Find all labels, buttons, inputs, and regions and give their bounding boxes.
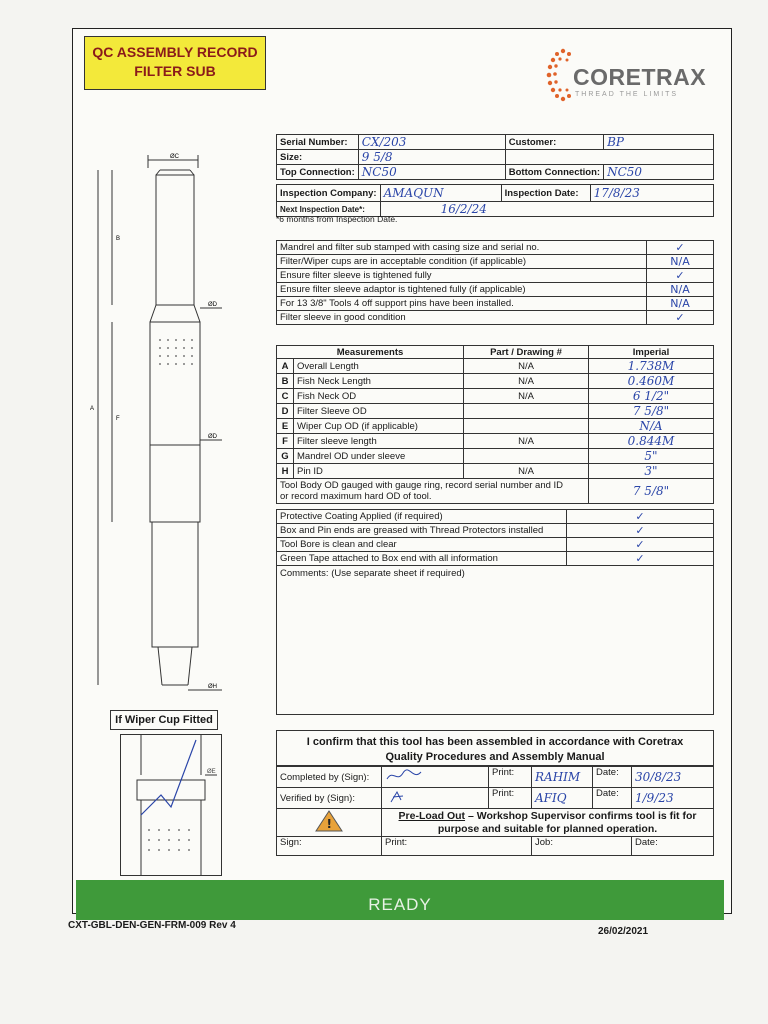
row-key: B (277, 374, 294, 389)
serial-label: Serial Number: (277, 135, 359, 150)
top-connection-label: Top Connection: (277, 165, 359, 180)
print-label: Print: (489, 767, 532, 788)
checklist-row (277, 524, 714, 538)
checklist-row (277, 552, 714, 566)
confirmation-heading-line2: Quality Procedures and Assembly Manual (385, 751, 605, 763)
row-key: A (277, 359, 294, 374)
checklist-label: Box and Pin ends are greased with Thread Protectors installed (277, 524, 567, 538)
row-label: Mandrel OD under sleeve (294, 449, 464, 464)
top-connection-value[interactable]: NC50 (358, 165, 505, 180)
next-inspection-value[interactable]: 16/2/24 (380, 202, 713, 217)
preload-text-2: purpose and suitable for planned operation. (437, 822, 658, 835)
signature-icon (385, 790, 425, 804)
checkmark-icon[interactable]: ✓ (647, 311, 714, 325)
measurements-table (276, 345, 714, 504)
row-value[interactable]: 0.844M (589, 434, 714, 449)
gauge-value[interactable]: 7 5/8" (589, 479, 714, 504)
verified-date[interactable]: 1/9/23 (632, 788, 714, 809)
form-title-line1: QC ASSEMBLY RECORD (92, 44, 258, 60)
print-label-2: Print: (382, 837, 532, 856)
verified-by-label: Verified by (Sign): (277, 788, 382, 809)
inspection-date-value[interactable]: 17/8/23 (590, 185, 713, 202)
row-part: N/A (464, 389, 589, 404)
wiper-cup-sketch (121, 735, 221, 875)
row-key: C (277, 389, 294, 404)
next-inspection-label: Next Inspection Date*: (277, 202, 381, 217)
verified-sign[interactable] (382, 788, 489, 809)
row-value[interactable]: 1.738M (589, 359, 714, 374)
checklist-label: Filter sleeve in good condition (277, 311, 647, 325)
checklist-label: Mandrel and filter sub stamped with casing size and serial no. (277, 241, 647, 255)
row-part (464, 404, 589, 419)
svg-text:!: ! (326, 817, 332, 831)
completed-date[interactable]: 30/8/23 (632, 767, 714, 788)
checklist-row (277, 283, 714, 297)
table-row (277, 404, 714, 419)
header-fields-table (276, 134, 714, 180)
row-part (464, 449, 589, 464)
checklist-label: Tool Bore is clean and clear (277, 538, 567, 552)
row-part: N/A (464, 464, 589, 479)
row-part (464, 419, 589, 434)
size-label: Size: (277, 150, 359, 165)
row-label: Wiper Cup OD (if applicable) (294, 419, 464, 434)
row-key: F (277, 434, 294, 449)
revision-date: 26/02/2021 (598, 926, 649, 937)
row-key: E (277, 419, 294, 434)
checkmark-icon[interactable]: ✓ (567, 552, 714, 566)
coretrax-logo-icon (545, 45, 575, 105)
comments-label: Comments: (Use separate sheet if required) (280, 568, 465, 579)
row-label: Pin ID (294, 464, 464, 479)
row-value[interactable]: N/A (589, 419, 714, 434)
table-row (277, 419, 714, 434)
row-key: D (277, 404, 294, 419)
checklist-mark[interactable]: N/A (647, 297, 714, 311)
row-label: Fish Neck Length (294, 374, 464, 389)
table-row (277, 374, 714, 389)
checklist-mark[interactable]: N/A (647, 283, 714, 297)
row-key: G (277, 449, 294, 464)
gauge-label-line1: Tool Body OD gauged with gauge ring, record serial number and ID (280, 480, 564, 491)
dim-label-a: A (90, 406, 95, 412)
job-label: Job: (532, 837, 632, 856)
sign-label: Sign: (277, 837, 382, 856)
warning-cell (277, 809, 382, 837)
row-value[interactable]: 0.460M (589, 374, 714, 389)
dim-label-d1: ØD (208, 302, 217, 308)
measurements-header: Measurements (277, 346, 464, 359)
verified-print[interactable]: AFIQ (532, 788, 593, 809)
gauge-label-line2: or record maximum hard OD of tool. (280, 491, 432, 502)
dim-label-e: ØE (207, 769, 216, 775)
customer-value[interactable]: BP (604, 135, 714, 150)
row-label: Fish Neck OD (294, 389, 464, 404)
completed-sign[interactable] (382, 767, 489, 788)
checklist-row (277, 255, 714, 269)
checkmark-icon[interactable]: ✓ (567, 510, 714, 524)
inspection-company-value[interactable]: AMAQUN (380, 185, 501, 202)
signoff-table (276, 766, 714, 856)
warning-icon (315, 809, 343, 833)
dim-label-h: ØH (208, 684, 217, 690)
preload-text-1: – Workshop Supervisor confirms tool is fit for (465, 809, 697, 822)
checklist-label: Green Tape attached to Box end with all information (277, 552, 567, 566)
checklist-label: Ensure filter sleeve adaptor is tightened fully (if applicable) (277, 283, 647, 297)
checklist-row (277, 241, 714, 255)
preload-title: Pre-Load Out (398, 809, 466, 822)
checklist-assembly (276, 240, 714, 325)
checklist-label: For 13 3/8" Tools 4 off support pins have been installed. (277, 297, 647, 311)
form-title (84, 36, 266, 90)
row-value[interactable]: 7 5/8" (589, 404, 714, 419)
row-label: Overall Length (294, 359, 464, 374)
checkmark-icon[interactable]: ✓ (567, 524, 714, 538)
date-label: Date: (593, 767, 632, 788)
checklist-final (276, 509, 714, 715)
form-title-line2: FILTER SUB (134, 63, 216, 79)
row-key: H (277, 464, 294, 479)
inspection-table (276, 184, 714, 217)
coretrax-tagline: THREAD THE LIMITS (575, 91, 679, 98)
checklist-row (277, 269, 714, 283)
inspection-company-label: Inspection Company: (277, 185, 381, 202)
document-code: CXT-GBL-DEN-GEN-FRM-009 Rev 4 (68, 920, 236, 931)
row-part: N/A (464, 434, 589, 449)
checklist-row (277, 297, 714, 311)
confirmation-heading-line1: I confirm that this tool has been assembled in accordance with Coretrax (306, 736, 684, 748)
signature-icon (385, 769, 425, 783)
date-label: Date: (593, 788, 632, 809)
checklist-label: Filter/Wiper cups are in acceptable condition (if applicable) (277, 255, 647, 269)
checklist-label: Protective Coating Applied (if required) (277, 510, 567, 524)
checklist-row (277, 311, 714, 325)
table-row (277, 449, 714, 464)
completed-by-label: Completed by (Sign): (277, 767, 382, 788)
bottom-connection-value[interactable]: NC50 (604, 165, 714, 180)
checklist-row (277, 538, 714, 552)
dim-label-c: ØC (170, 154, 179, 160)
row-value[interactable]: 3" (589, 464, 714, 479)
imperial-header: Imperial (589, 346, 714, 359)
row-part: N/A (464, 359, 589, 374)
table-row (277, 434, 714, 449)
wiper-cup-drawing (120, 734, 222, 876)
confirmation-heading (276, 730, 714, 766)
dim-label-f: F (116, 416, 120, 422)
print-label: Print: (489, 788, 532, 809)
coretrax-logo-text: CORETRAX (573, 64, 707, 90)
customer-label: Customer: (505, 135, 603, 150)
inspection-note: *6 months from Inspection Date. (276, 214, 398, 224)
part-drawing-header: Part / Drawing # (464, 346, 589, 359)
checkmark-icon[interactable]: ✓ (567, 538, 714, 552)
ready-banner: READY (76, 880, 724, 920)
bottom-connection-label: Bottom Connection: (505, 165, 603, 180)
filter-sub-drawing (88, 150, 268, 710)
checklist-mark[interactable]: N/A (647, 255, 714, 269)
row-value[interactable]: 5" (589, 449, 714, 464)
checkmark-icon[interactable]: ✓ (647, 241, 714, 255)
date-label-2: Date: (632, 837, 714, 856)
checkmark-icon[interactable]: ✓ (647, 269, 714, 283)
dim-label-d2: ØD (208, 434, 217, 440)
wiper-cup-label: If Wiper Cup Fitted (110, 710, 218, 730)
comments-box[interactable] (277, 566, 714, 715)
serial-value[interactable]: CX/203 (358, 135, 505, 150)
row-label: Filter sleeve length (294, 434, 464, 449)
checklist-label: Ensure filter sleeve is tightened fully (277, 269, 647, 283)
checklist-row (277, 510, 714, 524)
table-row (277, 464, 714, 479)
inspection-date-label: Inspection Date: (501, 185, 590, 202)
table-row (277, 359, 714, 374)
row-label: Filter Sleeve OD (294, 404, 464, 419)
size-value[interactable]: 9 5/8 (358, 150, 505, 165)
completed-print[interactable]: RAHIM (532, 767, 593, 788)
table-row (277, 389, 714, 404)
row-value[interactable]: 6 1/2" (589, 389, 714, 404)
row-part: N/A (464, 374, 589, 389)
dim-label-b: B (116, 236, 121, 242)
